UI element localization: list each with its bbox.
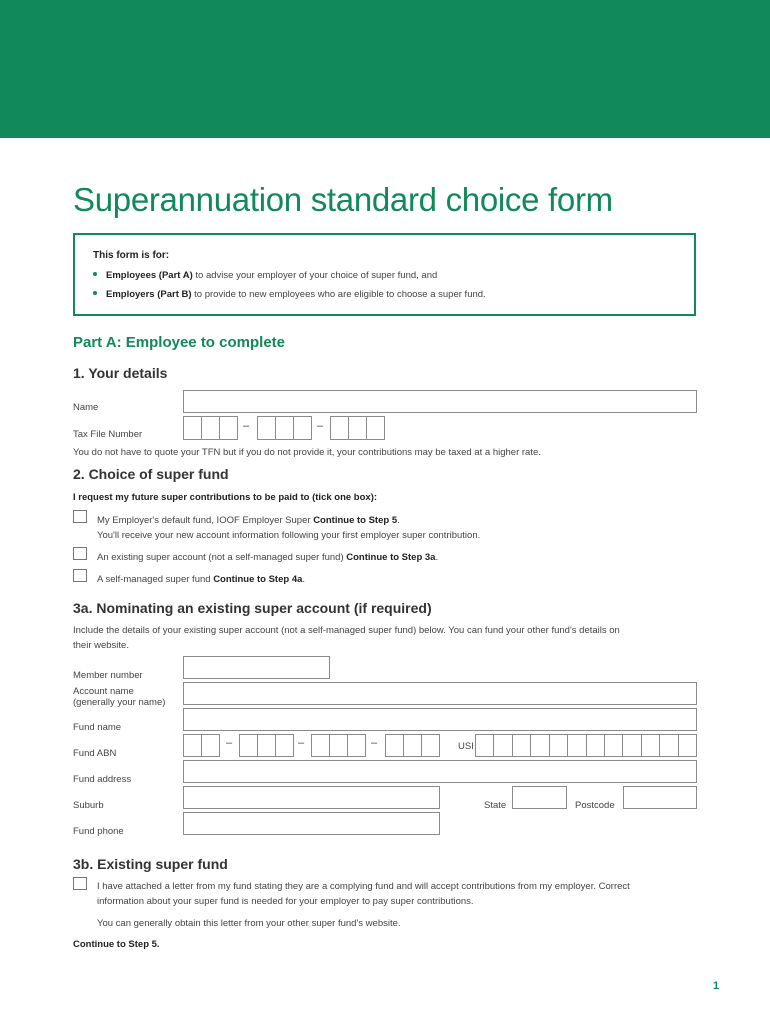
default-fund-subtext: You'll receive your new account information following your first employer super contribution. xyxy=(97,530,481,541)
suburb-field[interactable] xyxy=(183,786,440,809)
tfn-label: Tax File Number xyxy=(73,429,143,440)
section-3a-desc-line2: their website. xyxy=(73,640,129,651)
fund-abn-group-3[interactable] xyxy=(311,734,366,757)
tfn-field-group-3[interactable] xyxy=(330,416,385,440)
tfn-field-group-2[interactable] xyxy=(257,416,312,440)
state-label: State xyxy=(484,800,507,811)
tfn-dash-1: – xyxy=(243,420,250,432)
section-3a-desc-line1: Include the details of your existing super account (not a self-managed super fund) below. You can fund your other fund's details on xyxy=(73,625,620,636)
letter-statement-line1: I have attached a letter from my fund stating they are a complying fund and will accept contributions from my employer. Correct xyxy=(97,881,630,892)
letter-note: You can generally obtain this letter from your other super fund's website. xyxy=(97,918,401,929)
intro-bullet-employees: Employees (Part A) to advise your employer of your choice of super fund, and xyxy=(93,270,437,281)
letter-statement-line2: information about your super fund is needed for your employer to pay super contributions. xyxy=(97,896,474,907)
account-name-sublabel: (generally your name) xyxy=(73,697,166,708)
section-1-heading: 1. Your details xyxy=(73,365,168,381)
member-number-label: Member number xyxy=(73,670,143,681)
letter-attached-checkbox[interactable] xyxy=(73,877,87,890)
tfn-note: You do not have to quote your TFN but if you do not provide it, your contributions may be taxed at a higher rate. xyxy=(73,447,541,458)
fund-address-field[interactable] xyxy=(183,760,697,783)
fund-phone-field[interactable] xyxy=(183,812,440,835)
fund-name-field[interactable] xyxy=(183,708,697,731)
intro-heading: This form is for: xyxy=(93,250,170,261)
abn-dash-2: – xyxy=(298,737,305,749)
member-number-field[interactable] xyxy=(183,656,330,679)
part-a-heading: Part A: Employee to complete xyxy=(73,334,285,351)
bullet-icon xyxy=(93,291,97,295)
tfn-dash-2: – xyxy=(317,420,324,432)
smsf-option: A self-managed super fund Continue to Step 4a. xyxy=(97,574,306,585)
suburb-label: Suburb xyxy=(73,800,104,811)
page-title: Superannuation standard choice form xyxy=(73,181,613,218)
continue-step-5: Continue to Step 5. xyxy=(73,939,160,950)
fund-abn-group-2[interactable] xyxy=(239,734,294,757)
page-number: 1 xyxy=(713,980,720,992)
intro-bullet-employers: Employers (Part B) to provide to new employees who are eligible to choose a super fund. xyxy=(93,289,486,300)
bullet-icon xyxy=(93,272,97,276)
fund-abn-group-1[interactable] xyxy=(183,734,220,757)
state-field[interactable] xyxy=(512,786,567,809)
fund-abn-group-4[interactable] xyxy=(385,734,440,757)
section-3a-heading: 3a. Nominating an existing super account (if required) xyxy=(73,600,432,616)
abn-dash-1: – xyxy=(226,737,233,749)
name-field[interactable] xyxy=(183,390,697,413)
default-fund-checkbox[interactable] xyxy=(73,510,87,523)
usi-field[interactable] xyxy=(475,734,697,757)
tfn-field-group-1[interactable] xyxy=(183,416,238,440)
smsf-checkbox[interactable] xyxy=(73,569,87,582)
header-banner xyxy=(0,0,770,138)
default-fund-option: My Employer's default fund, IOOF Employer Super Continue to Step 5. xyxy=(97,515,400,526)
fund-abn-label: Fund ABN xyxy=(73,748,117,759)
existing-account-checkbox[interactable] xyxy=(73,547,87,560)
account-name-label: Account name xyxy=(73,686,134,697)
choice-instruction: I request my future super contributions to be paid to (tick one box): xyxy=(73,492,378,503)
postcode-label: Postcode xyxy=(575,800,615,811)
usi-label: USI xyxy=(458,741,474,752)
name-label: Name xyxy=(73,402,99,413)
account-name-field[interactable] xyxy=(183,682,697,705)
postcode-field[interactable] xyxy=(623,786,697,809)
fund-phone-label: Fund phone xyxy=(73,826,124,837)
existing-account-option: An existing super account (not a self-managed super fund) Continue to Step 3a. xyxy=(97,552,439,563)
section-3b-heading: 3b. Existing super fund xyxy=(73,856,228,872)
abn-dash-3: – xyxy=(371,737,378,749)
fund-name-label: Fund name xyxy=(73,722,122,733)
fund-address-label: Fund address xyxy=(73,774,132,785)
section-2-heading: 2. Choice of super fund xyxy=(73,466,229,482)
